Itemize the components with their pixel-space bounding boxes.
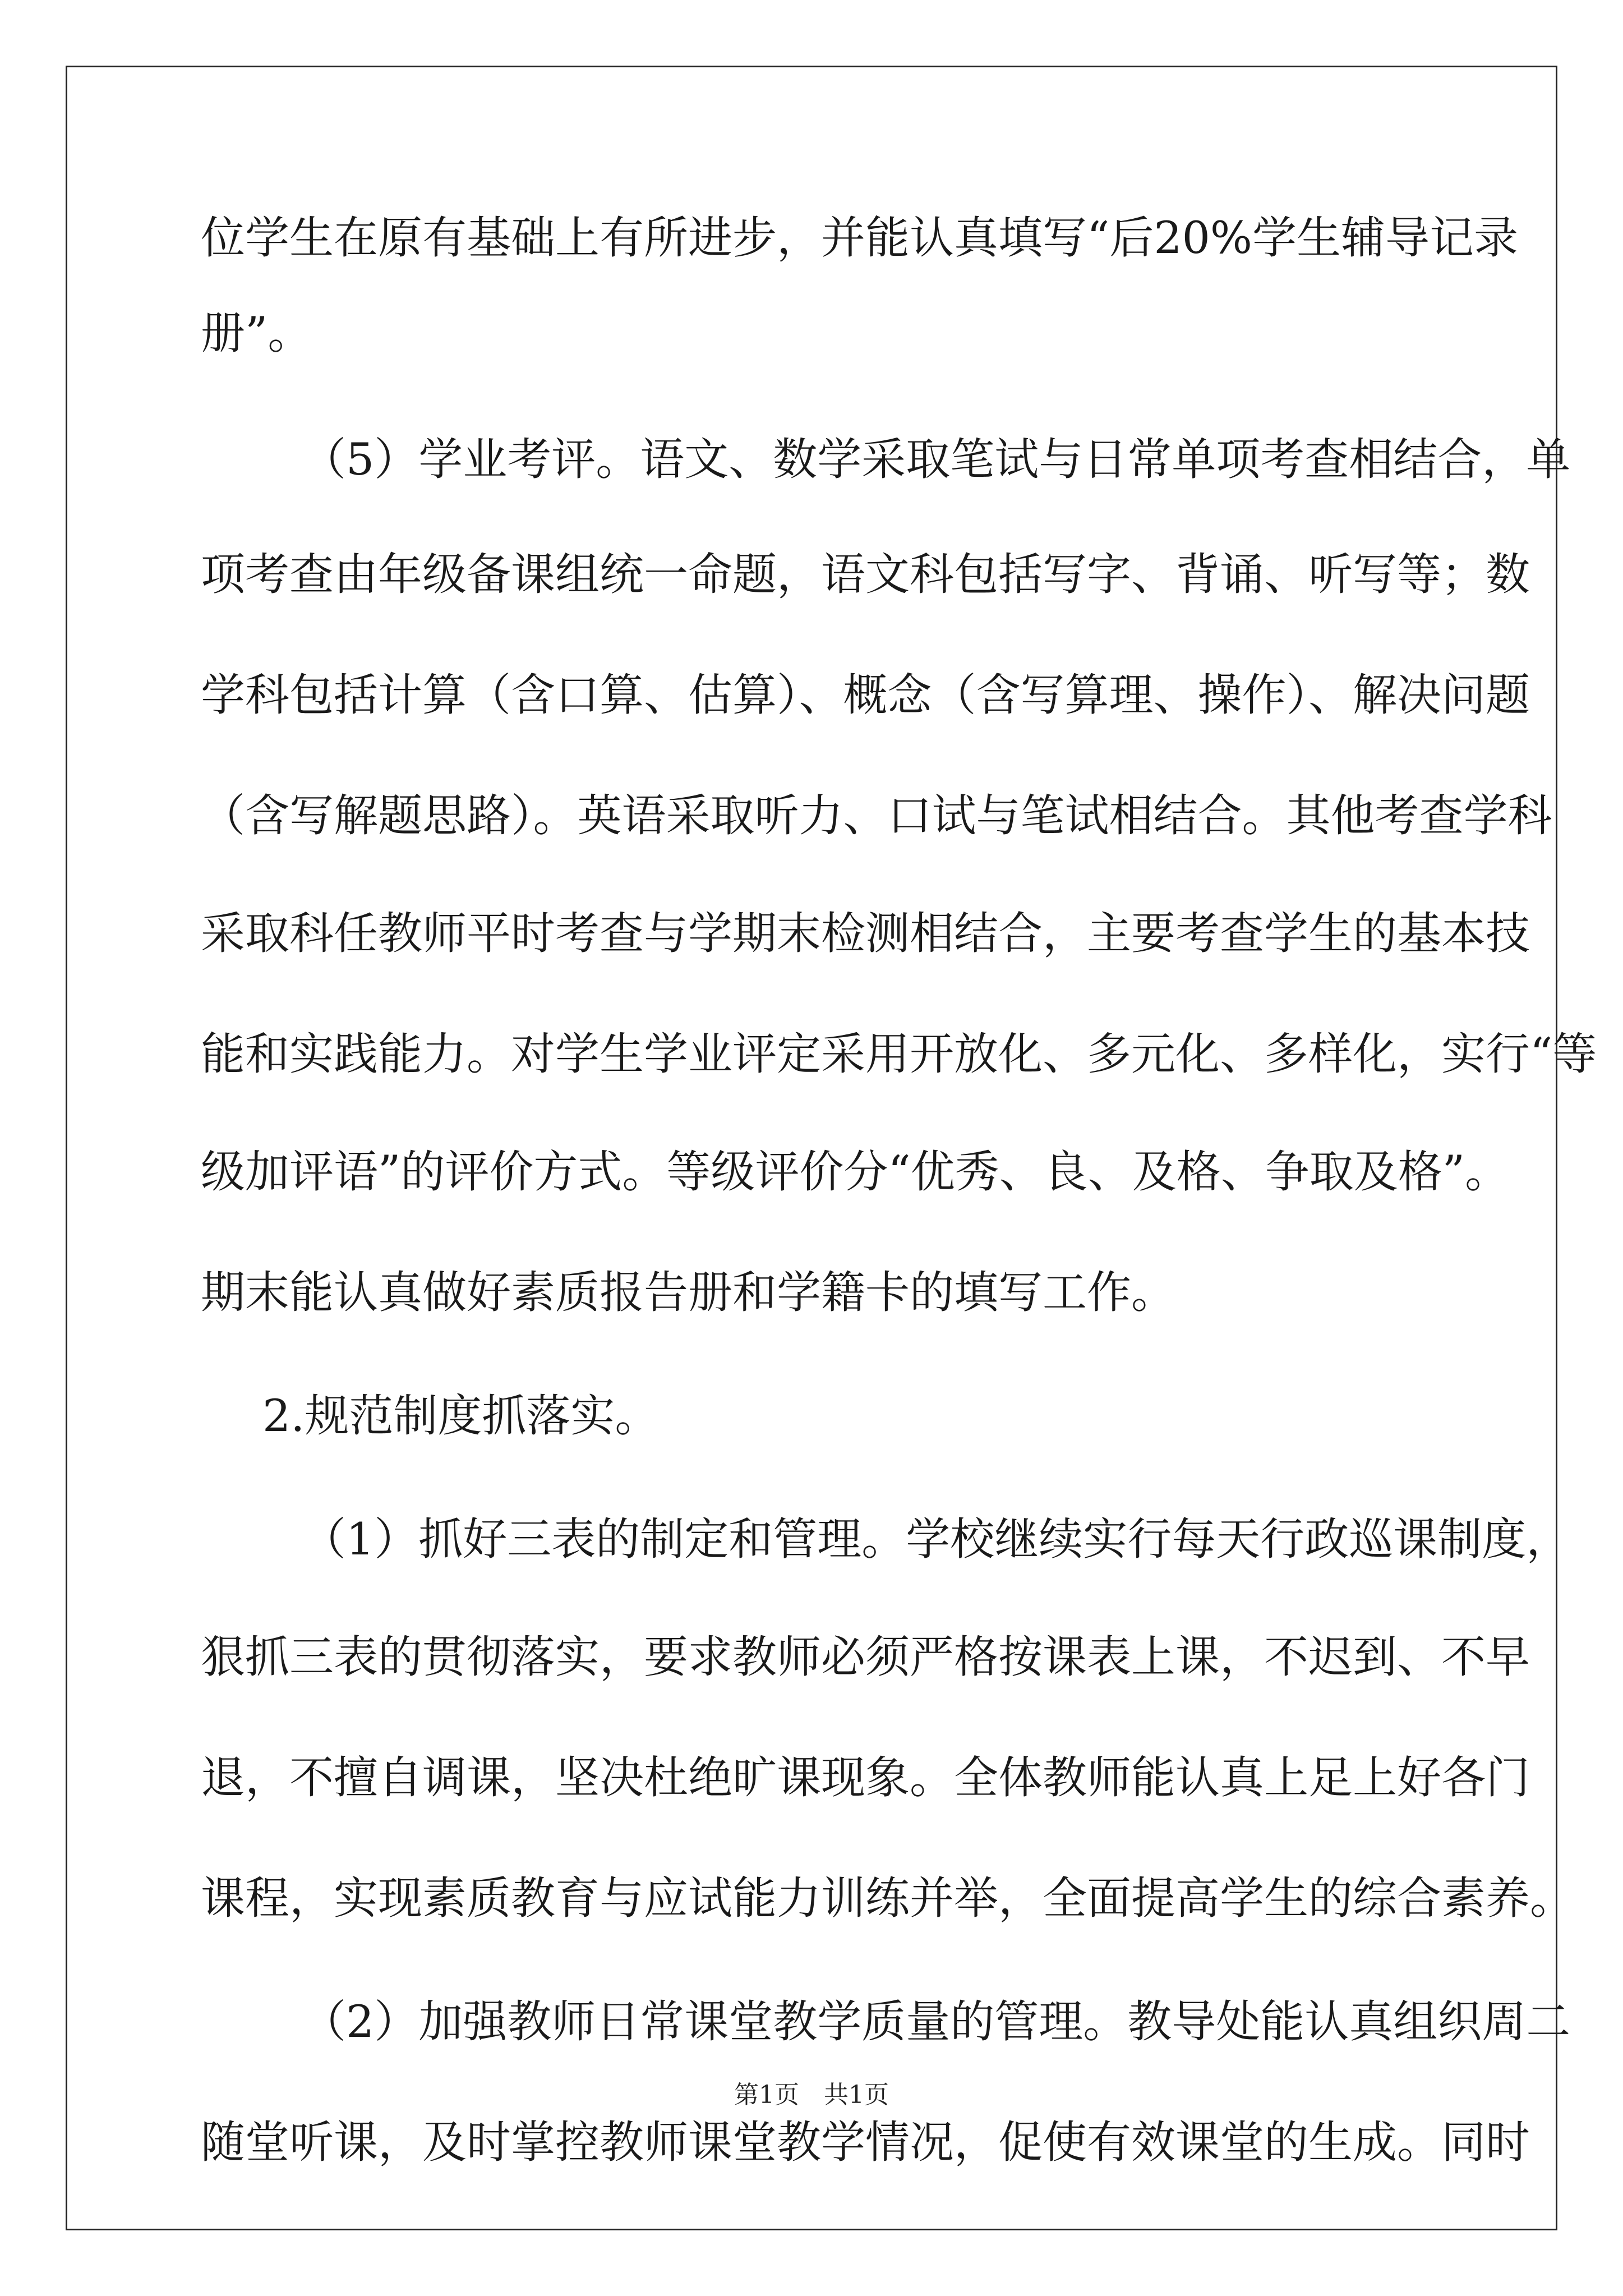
text-line: 项考查由年级备课组统一命题，语文科包括写字、背诵、听写等；数 <box>201 549 1530 600</box>
text-line: 期末能认真做好素质报告册和学籍卡的填写工作。 <box>201 1267 1175 1318</box>
text-line: 随堂听课，及时掌控教师课堂教学情况，促使有效课堂的生成。同时 <box>201 2116 1530 2168</box>
text-line: 狠抓三表的贯彻落实，要求教师必须严格按课表上课，不迟到、不早 <box>201 1631 1530 1683</box>
paragraph-first-line: （1）抓好三表的制定和管理。学校继续实行每天行政巡课制度， <box>302 1513 1571 1565</box>
text-line: （含写解题思路）。英语采取听力、口试与笔试相结合。其他考查学科 <box>201 790 1552 841</box>
paragraph-first-line: （2）加强教师日常课堂教学质量的管理。教导处能认真组织周二 <box>302 1996 1571 2047</box>
text-line: 采取科任教师平时考查与学期末检测相结合，主要考查学生的基本技 <box>201 908 1530 959</box>
text-line: 位学生在原有基础上有所进步，并能认真填写“后20%学生辅导记录 <box>201 212 1518 264</box>
text-line: 课程，实现素质教育与应试能力训练并举，全面提高学生的综合素养。 <box>201 1872 1574 1924</box>
text-line: 能和实践能力。对学生学业评定采用开放化、多元化、多样化，实行“等 <box>201 1028 1597 1080</box>
text-line: 册”。 <box>201 307 312 359</box>
paragraph-first-line: （5）学业考评。语文、数学采取笔试与日常单项考查相结合，单 <box>302 434 1571 485</box>
page-footer: 第1页 共1页 <box>734 2081 889 2109</box>
text-line: 学科包括计算（含口算、估算）、概念（含写算理、操作）、解决问题 <box>201 669 1530 721</box>
text-line: 退，不擅自调课，坚决杜绝旷课现象。全体教师能认真上足上好各门 <box>201 1752 1530 1803</box>
text-line: 级加评语”的评价方式。等级评价分“优秀、良、及格、争取及格”。 <box>201 1146 1510 1198</box>
section-heading: 2.规范制度抓落实。 <box>262 1390 660 1442</box>
